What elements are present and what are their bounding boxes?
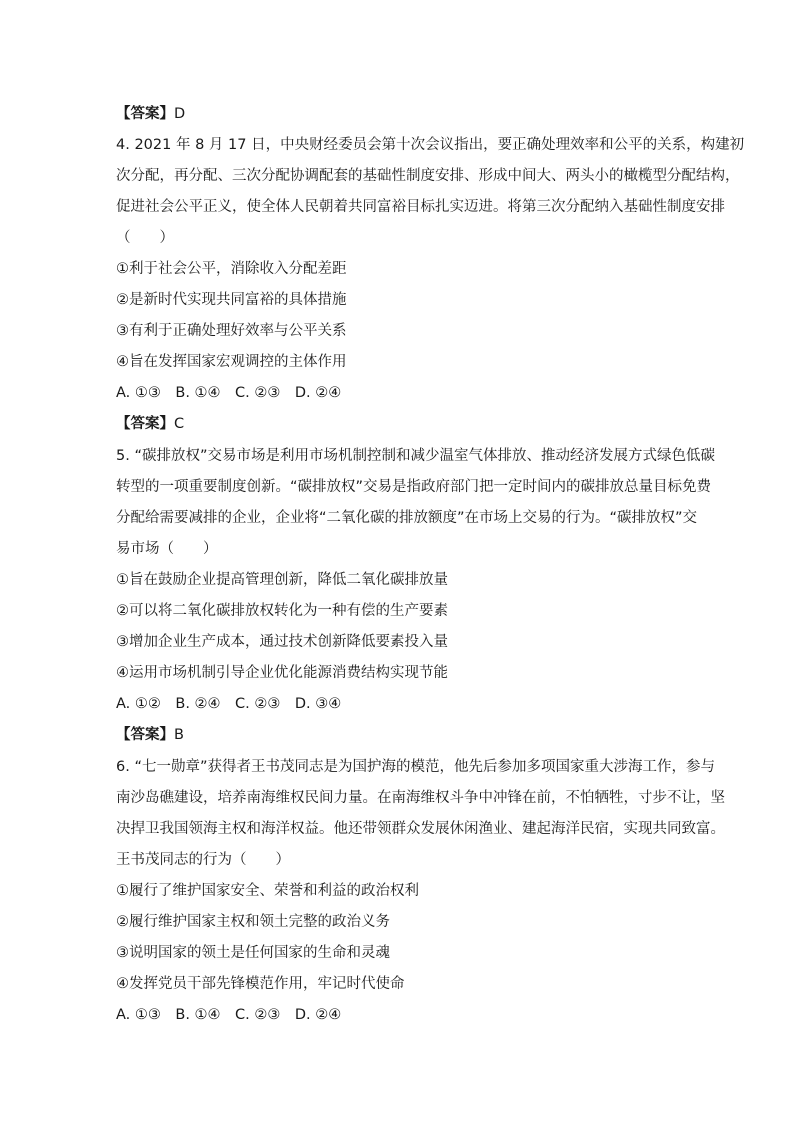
question-4-line-2: 次分配，再分配、三次分配协调配套的基础性制度安排、形成中间大、两头小的橄榄型分配结构，: [116, 168, 740, 184]
question-6-line-2: 南沙岛礁建设，培养南海维权民间力量。在南海维权斗争中冲锋在前，不怕牺牲，寸步不让，坚: [116, 790, 725, 806]
question-5-choices: A. ①② B. ②④ C. ②③ D. ③④: [116, 696, 342, 712]
answer-line: [116, 725, 184, 745]
answer-line: [116, 104, 185, 124]
answer-label: 【答案】: [116, 727, 174, 743]
question-4-choices: A. ①③ B. ①④ C. ②③ D. ②④: [116, 385, 342, 401]
answer-line: [116, 414, 184, 434]
question-5-option-2: ②可以将二氧化碳排放权转化为一种有偿的生产要素: [116, 603, 448, 619]
question-4-line-3: 促进社会公平正义，使全体人民朝着共同富裕目标扎实迈进。将第三次分配纳入基础性制度安排: [116, 199, 725, 215]
question-4-option-2: ②是新时代实现共同富裕的具体措施: [116, 292, 347, 308]
question-6-choices: A. ①③ B. ①④ C. ②③ D. ②④: [116, 1007, 342, 1023]
question-6-line-4: 王书茂同志的行为（ ）: [116, 852, 290, 868]
question-6-option-3: ③说明国家的领土是任何国家的生命和灵魂: [116, 945, 390, 961]
answer-label: 【答案】: [116, 106, 174, 122]
question-4-line-1: 4. 2021 年 8 月 17 日，中央财经委员会第十次会议指出，要正确处理效率和公平的关系，构建初: [116, 137, 745, 153]
answer-value: C: [174, 416, 185, 432]
question-6-line-1: 6. “七一勋章”获得者王书茂同志是为国护海的模范，他先后参加多项国家重大涉海工作，参与: [116, 759, 715, 775]
question-6-option-1: ①履行了维护国家安全、荣誉和利益的政治权利: [116, 883, 419, 899]
answer-value: D: [174, 106, 186, 122]
question-4-option-3: ③有利于正确处理好效率与公平关系: [116, 323, 347, 339]
question-5-line-1: 5. “碳排放权”交易市场是利用市场机制控制和减少温室气体排放、推动经济发展方式绿色低碳: [116, 448, 715, 464]
question-6-option-2: ②履行维护国家主权和领土完整的政治义务: [116, 914, 390, 930]
answer-label: 【答案】: [116, 416, 174, 432]
question-6-option-4: ④发挥党员干部先锋模范作用，牢记时代使命: [116, 976, 405, 992]
question-5-option-3: ③增加企业生产成本，通过技术创新降低要素投入量: [116, 634, 448, 650]
question-4-option-1: ①利于社会公平，消除收入分配差距: [116, 261, 347, 277]
question-5-line-2: 转型的一项重要制度创新。“碳排放权”交易是指政府部门把一定时间内的碳排放总量目标免费: [116, 479, 712, 495]
question-5-line-4: 易市场（ ）: [116, 541, 218, 557]
question-4-option-4: ④旨在发挥国家宏观调控的主体作用: [116, 354, 347, 370]
question-6-line-3: 决捍卫我国领海主权和海洋权益。他还带领群众发展休闲渔业、建起海洋民宿，实现共同致富。: [116, 821, 725, 837]
question-5-option-4: ④运用市场机制引导企业优化能源消费结构实现节能: [116, 665, 448, 681]
question-4-line-4: （ ）: [116, 230, 174, 246]
question-5-option-1: ①旨在鼓励企业提高管理创新，降低二氧化碳排放量: [116, 572, 448, 588]
answer-value: B: [174, 727, 184, 743]
question-5-line-3: 分配给需要减排的企业，企业将“二氧化碳的排放额度”在市场上交易的行为。“碳排放权”交: [116, 510, 698, 526]
